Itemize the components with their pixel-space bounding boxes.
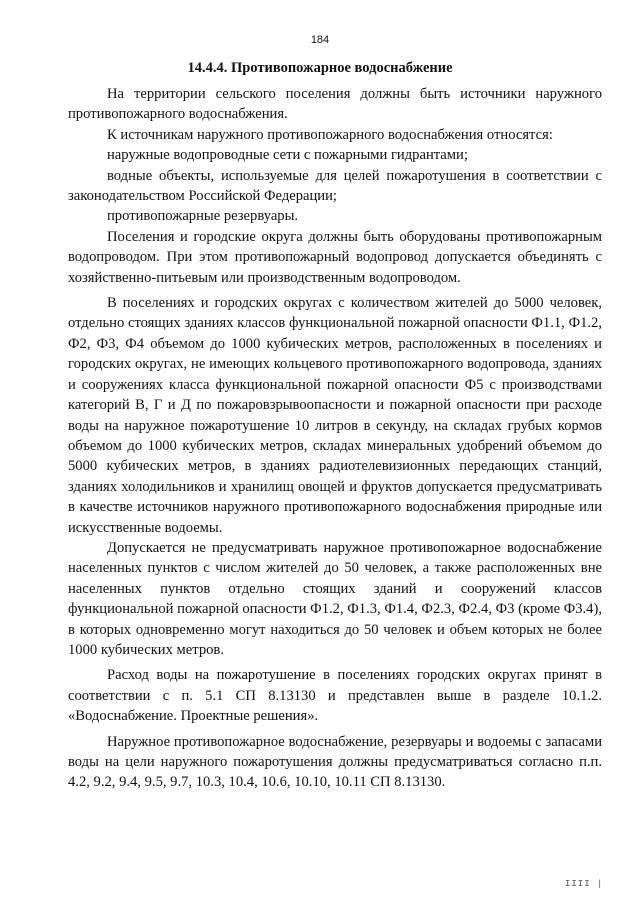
document-body <box>68 84 602 793</box>
scan-mark: IIII | <box>565 879 604 889</box>
paragraph-territory-sources: На территории сельского поселения должны быть источники наружного противопожарного водоснабжения. <box>68 86 602 123</box>
paragraph-water-consumption: Расход воды на пожаротушение в поселениях городских округах принят в соответствии с п. 5.1 СП 8.13130 и представлен выше в разделе 10.1.2. «Водоснабжение. Проектные решения». <box>68 667 602 725</box>
paragraph-fire-water-pipeline: Поселения и городские округа должны быть оборудованы противопожарным водопроводом. При этом противопожарный водопровод допускается объединять с хозяйственно-питьевым или производственным водопроводом. <box>68 228 602 286</box>
list-item-water-networks: наружные водопроводные сети с пожарными гидрантами; <box>107 147 468 164</box>
paragraph-small-settlements: В поселениях и городских округах с количеством жителей до 5000 человек, отдельно стоящих зданиях классов функциональной пожарной опасности Ф1.1, Ф1.2, Ф2, Ф3, Ф4 объемом до 1000 кубических метров, расположенных в поселениях и городских округах, не имеющих кольцевого противопожарного водопровода, зданиях и сооружениях класса функциональной пожарной опасности Ф5 с производствами категорий В, Г и Д по пожаровзрывоопасности и пожарной опасности при расходе воды на наружное пожаротушение 10 литров в секунду, на складах грубых кормов объемом до 1000 кубических метров, складах минеральных удобрений объемом до 5000 кубических метров, в зданиях радиотелевизионных передающих станций, зданиях холодильников и хранилищ овощей и фруктов допускается предусматривать в качестве источников наружного противопожарного водоснабжения природные или искусственные водоемы. <box>68 295 602 536</box>
list-item-water-bodies: водные объекты, используемые для целей пожаротушения в соответствии с законодательством Российской Федерации; <box>68 167 602 205</box>
section-heading: 14.4.4. Противопожарное водоснабжение <box>187 60 453 76</box>
paragraph-exemption: Допускается не предусматривать наружное противопожарное водоснабжение населенных пунктов с числом жителей до 50 человек, а также расположенных вне населенных пунктов отдельно стоящих зданий и сооружений классов функциональной пожарной опасности Ф1.2, Ф1.3, Ф1.4, Ф2.3, Ф2.4, Ф3 (кроме Ф3.4), в которых одновременно могут находиться до 50 человек и объем которых не более 1000 кубических метров. <box>68 539 602 658</box>
list-item-reservoirs: противопожарные резервуары. <box>107 208 299 225</box>
page-number: 184 <box>310 34 330 46</box>
paragraph-requirements: Наружное противопожарное водоснабжение, резервуары и водоемы с запасами воды на цели наружного пожаротушения должны предусматриваться согласно п.п. 4.2, 9.2, 9.4, 9.5, 9.7, 10.3, 10.4, 10.6, 10.10, 10.11 СП 8.13130. <box>68 733 602 791</box>
paragraph-sources-intro: К источникам наружного противопожарного водоснабжения относятся: <box>107 126 553 143</box>
